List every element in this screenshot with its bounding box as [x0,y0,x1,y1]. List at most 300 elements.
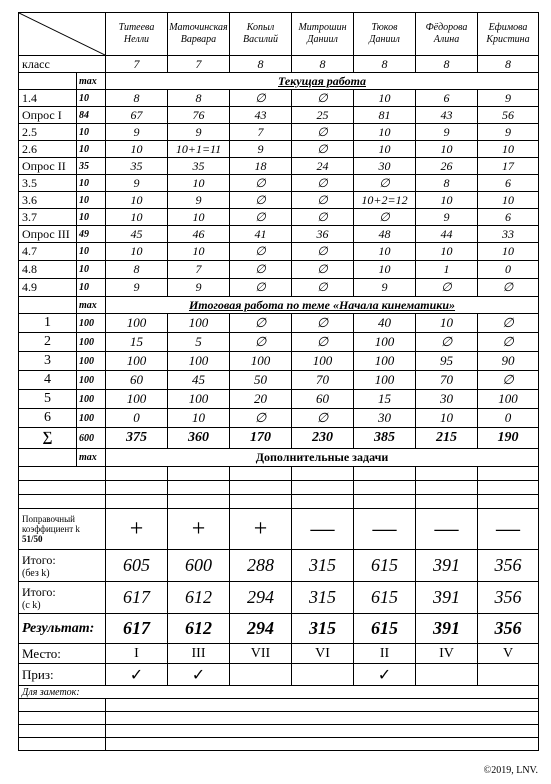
empty-cell [168,481,230,495]
total-label [19,582,106,614]
row-label: 3.5 [19,175,77,192]
current-work-row [19,226,539,243]
score-cell: 10 [354,261,416,279]
notes-label-row [19,686,539,699]
score-cell: 15 [106,333,168,352]
row-max: 100 [77,390,106,409]
score-cell: ∅ [230,314,292,333]
score-cell: ∅ [230,90,292,107]
score-cell: 9 [478,90,539,107]
score-cell: 56 [478,107,539,124]
empty-cell [354,467,416,481]
result-value: 617 [106,614,168,644]
score-cell: ∅ [478,314,539,333]
empty-cell [19,73,77,90]
score-cell: 10 [106,209,168,226]
student-name-cell [354,13,416,56]
total-value: 294 [230,582,292,614]
row-label: Опрос I [19,107,77,124]
score-cell: 100 [106,314,168,333]
row-max: 10 [77,175,106,192]
row-max: 10 [77,279,106,297]
score-cell: 35 [106,158,168,175]
row-label: 3.6 [19,192,77,209]
notes-cell [106,699,539,712]
class-value: 8 [416,56,478,73]
total-without-k-row [19,550,539,582]
score-cell: 48 [354,226,416,243]
empty-cell [416,495,478,509]
notes-cell [19,738,106,751]
task-number: 6 [19,409,77,428]
score-cell: ∅ [230,209,292,226]
student-first-name: Варвара [180,34,217,45]
score-cell: 30 [354,409,416,428]
coefficient-label [19,509,106,550]
score-cell: 9 [230,141,292,158]
total-label-line: Итого: [22,552,56,567]
empty-cell [354,495,416,509]
result-row [19,614,539,644]
score-cell: 0 [478,261,539,279]
score-cell: 100 [168,314,230,333]
empty-cell [230,467,292,481]
score-cell: ∅ [230,175,292,192]
score-cell: 9 [168,192,230,209]
result-value: 315 [292,614,354,644]
coefficient-label-line: 51/50 [22,534,43,544]
current-work-row [19,124,539,141]
score-cell: ∅ [416,333,478,352]
result-value: 615 [354,614,416,644]
results-table [18,12,539,751]
score-cell: 90 [478,352,539,371]
sum-row [19,428,539,449]
score-cell: 67 [106,107,168,124]
current-work-row [19,175,539,192]
coefficient-sign: — [354,509,416,550]
coefficient-sign: — [292,509,354,550]
score-cell: 10 [416,192,478,209]
score-cell: 35 [168,158,230,175]
row-label: 4.7 [19,243,77,261]
score-cell: 8 [106,261,168,279]
coefficient-row [19,509,539,550]
score-cell: 6 [416,90,478,107]
score-cell: ∅ [292,409,354,428]
empty-cell [19,495,106,509]
empty-cell [416,467,478,481]
score-cell: 6 [478,175,539,192]
total-value: 315 [292,550,354,582]
row-label: 4.8 [19,261,77,279]
row-max: 100 [77,314,106,333]
score-cell: ∅ [292,279,354,297]
score-cell: 10 [106,141,168,158]
score-cell: 30 [416,390,478,409]
score-cell: 10 [354,141,416,158]
student-name-cell [106,13,168,56]
score-cell: 0 [478,409,539,428]
row-max: 10 [77,90,106,107]
current-work-title-row [19,73,539,90]
notes-cell [106,712,539,725]
sum-cell: 170 [230,428,292,449]
diagonal-corner-cell [19,13,106,56]
result-value: 391 [416,614,478,644]
empty-cell [292,467,354,481]
total-value: 615 [354,550,416,582]
notes-row [19,738,539,751]
result-value: 356 [478,614,539,644]
sum-cell: 375 [106,428,168,449]
score-cell: 9 [168,124,230,141]
score-cell: 100 [230,352,292,371]
class-row [19,56,539,73]
prize-checkmark: ✓ [354,664,416,686]
row-max: 10 [77,243,106,261]
score-cell: 43 [230,107,292,124]
current-work-row [19,141,539,158]
extra-task-row [19,495,539,509]
row-max: 10 [77,192,106,209]
score-cell: 10 [168,243,230,261]
place-row [19,644,539,664]
score-cell: ∅ [354,175,416,192]
score-cell: ∅ [354,209,416,226]
score-cell: 45 [168,371,230,390]
empty-cell [230,481,292,495]
row-max: 100 [77,333,106,352]
total-value: 391 [416,550,478,582]
row-max: 10 [77,141,106,158]
score-cell: 10 [416,141,478,158]
empty-cell [106,467,168,481]
empty-cell [230,495,292,509]
row-max: 35 [77,158,106,175]
class-value: 8 [354,56,416,73]
row-label: 2.5 [19,124,77,141]
task-number: 4 [19,371,77,390]
extra-tasks-title-row [19,449,539,467]
row-max: 10 [77,124,106,141]
prize-row [19,664,539,686]
score-cell: ∅ [292,141,354,158]
notes-cell [19,725,106,738]
task-number: 2 [19,333,77,352]
current-work-row [19,279,539,297]
coefficient-sign: — [416,509,478,550]
total-value: 288 [230,550,292,582]
current-work-row [19,90,539,107]
score-cell: 26 [416,158,478,175]
current-work-row [19,243,539,261]
score-cell: ∅ [292,192,354,209]
score-cell: 10 [106,243,168,261]
score-cell: 36 [292,226,354,243]
copyright-footer: ©2019, LNV. [483,765,538,776]
final-work-row [19,371,539,390]
coefficient-sign: — [478,509,539,550]
student-last-name: Ефимова [488,22,528,33]
score-cell: 9 [416,124,478,141]
score-cell: 9 [106,279,168,297]
row-max: 100 [77,371,106,390]
score-cell: ∅ [230,333,292,352]
score-cell: ∅ [230,279,292,297]
score-cell: 10+2=12 [354,192,416,209]
notes-row [19,725,539,738]
student-first-name: Даниил [307,34,338,45]
student-last-name: Титеева [118,22,155,33]
score-cell: ∅ [292,124,354,141]
place-value: V [478,644,539,664]
coefficient-label-line: Поправочный [22,514,75,524]
place-value: I [106,644,168,664]
score-cell: 45 [106,226,168,243]
student-first-name: Алина [433,34,460,45]
row-max: 10 [77,209,106,226]
score-cell: ∅ [478,279,539,297]
score-cell: 6 [478,209,539,226]
empty-cell [292,495,354,509]
score-cell: 41 [230,226,292,243]
sum-cell: 360 [168,428,230,449]
class-label: класс [19,56,106,73]
row-max: 100 [77,409,106,428]
score-cell: 100 [292,352,354,371]
score-cell: 10 [168,209,230,226]
score-cell: 100 [354,352,416,371]
current-work-row [19,209,539,226]
student-first-name: Даниил [369,34,400,45]
score-cell: 7 [168,261,230,279]
empty-cell [19,449,77,467]
score-cell: 46 [168,226,230,243]
final-work-row [19,333,539,352]
score-cell: ∅ [292,261,354,279]
sum-cell: 230 [292,428,354,449]
score-cell: 10 [478,243,539,261]
score-cell: 0 [106,409,168,428]
row-label: 2.6 [19,141,77,158]
score-cell: 100 [354,333,416,352]
task-number: 1 [19,314,77,333]
extra-task-row [19,481,539,495]
score-cell: 7 [230,124,292,141]
score-cell: 10+1=11 [168,141,230,158]
score-cell: 70 [292,371,354,390]
score-cell: ∅ [292,243,354,261]
score-cell: 44 [416,226,478,243]
score-cell: 9 [106,124,168,141]
result-value: 294 [230,614,292,644]
prize-checkmark [292,664,354,686]
score-cell: 43 [416,107,478,124]
score-cell: 100 [168,390,230,409]
score-cell: ∅ [292,175,354,192]
result-label: Результат: [19,614,106,644]
score-cell: 8 [168,90,230,107]
prize-checkmark [230,664,292,686]
score-cell: 10 [416,243,478,261]
place-value: II [354,644,416,664]
current-work-row [19,107,539,124]
place-label: Место: [19,644,106,664]
score-cell: 76 [168,107,230,124]
score-cell: 9 [478,124,539,141]
coefficient-sign: + [230,509,292,550]
student-first-name: Василий [243,34,278,45]
empty-cell [19,481,106,495]
current-work-row [19,158,539,175]
section-title-extra: Дополнительные задачи [106,449,539,467]
score-cell: 9 [168,279,230,297]
score-cell: 10 [354,90,416,107]
notes-row [19,699,539,712]
student-last-name: Маточинская [169,22,228,33]
score-cell: 25 [292,107,354,124]
total-label-line: (с k) [22,599,41,611]
score-cell: 100 [478,390,539,409]
place-value: III [168,644,230,664]
row-max: 10 [77,261,106,279]
class-value: 8 [292,56,354,73]
total-value: 315 [292,582,354,614]
score-cell: 9 [354,279,416,297]
score-cell: 10 [478,141,539,158]
class-value: 7 [106,56,168,73]
score-cell: 18 [230,158,292,175]
class-value: 8 [230,56,292,73]
row-label: 3.7 [19,209,77,226]
empty-cell [478,495,539,509]
score-cell: ∅ [416,279,478,297]
score-cell: 17 [478,158,539,175]
score-cell: 1 [416,261,478,279]
notes-cell [106,725,539,738]
task-number: 3 [19,352,77,371]
total-label-line: Итого: [22,584,56,599]
header-row [19,13,539,56]
score-cell: ∅ [478,371,539,390]
class-value: 8 [478,56,539,73]
score-cell: 9 [416,209,478,226]
total-value: 615 [354,582,416,614]
final-work-title-row [19,297,539,314]
score-cell: 8 [416,175,478,192]
task-number: 5 [19,390,77,409]
max-label: max [77,449,106,467]
score-cell: 60 [106,371,168,390]
notes-cell [19,712,106,725]
final-work-row [19,352,539,371]
row-max: 49 [77,226,106,243]
total-label [19,550,106,582]
score-cell: 15 [354,390,416,409]
total-value: 600 [168,550,230,582]
student-name-cell [168,13,230,56]
empty-cell [106,481,168,495]
score-cell: 5 [168,333,230,352]
student-first-name: Кристина [486,34,530,45]
empty-cell [478,481,539,495]
score-cell: 10 [168,175,230,192]
final-work-row [19,409,539,428]
prize-checkmark: ✓ [106,664,168,686]
total-label-line: (без k) [22,567,50,579]
total-value: 612 [168,582,230,614]
prize-checkmark [416,664,478,686]
score-cell: ∅ [292,333,354,352]
score-cell: 100 [168,352,230,371]
row-label: 4.9 [19,279,77,297]
score-cell: ∅ [292,314,354,333]
score-cell: 10 [168,409,230,428]
sum-cell: 385 [354,428,416,449]
sum-max: 600 [77,428,106,449]
row-max: 100 [77,352,106,371]
empty-cell [19,467,106,481]
student-last-name: Митрошин [298,22,347,33]
notes-cell [19,699,106,712]
empty-cell [19,297,77,314]
empty-cell [168,467,230,481]
class-value: 7 [168,56,230,73]
score-cell: 10 [416,314,478,333]
score-cell: 40 [354,314,416,333]
score-cell: 10 [354,124,416,141]
score-cell: 95 [416,352,478,371]
score-cell: 60 [292,390,354,409]
notes-label: Для заметок: [19,686,539,699]
row-label: 1.4 [19,90,77,107]
score-cell: 10 [416,409,478,428]
student-last-name: Тюков [371,22,398,33]
score-cell: 10 [354,243,416,261]
score-cell: 8 [106,90,168,107]
total-value: 617 [106,582,168,614]
section-title-final: Итоговая работа по теме «Начала кинематики» [106,297,539,314]
place-value: IV [416,644,478,664]
prize-checkmark [478,664,539,686]
current-work-row [19,261,539,279]
score-cell: 10 [106,192,168,209]
score-cell: 50 [230,371,292,390]
student-name-cell [230,13,292,56]
score-cell: 30 [354,158,416,175]
score-cell: ∅ [230,261,292,279]
coefficient-sign: + [168,509,230,550]
final-work-row [19,390,539,409]
place-value: VII [230,644,292,664]
score-cell: 10 [478,192,539,209]
sum-cell: 190 [478,428,539,449]
current-work-row [19,192,539,209]
notes-row [19,712,539,725]
sum-cell: 215 [416,428,478,449]
score-cell: ∅ [230,243,292,261]
row-max: 84 [77,107,106,124]
score-cell: 100 [106,352,168,371]
final-work-row [19,314,539,333]
empty-cell [168,495,230,509]
score-cell: ∅ [292,209,354,226]
student-name-cell [478,13,539,56]
score-cell: 70 [416,371,478,390]
empty-cell [478,467,539,481]
student-first-name: Нелли [123,34,150,45]
